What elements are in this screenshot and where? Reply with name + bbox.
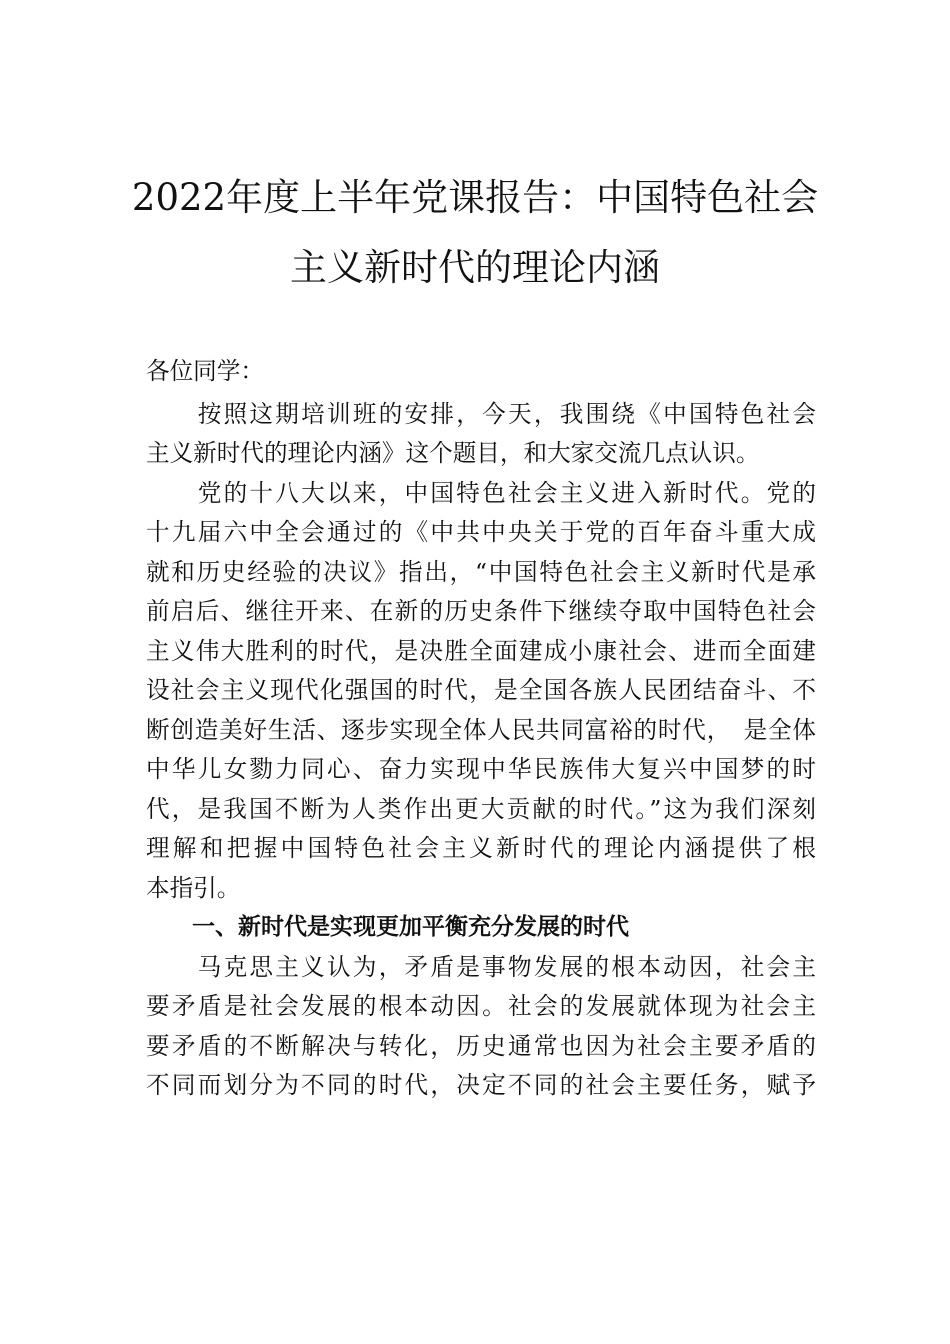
paragraph-3-line-1: 马克思主义认为，矛盾是事物发展的根本动因，社会主 xyxy=(146,953,816,981)
paragraph-2-line-6: 设社会主义现代化强国的时代，是全国各族人民团结奋斗、不 xyxy=(146,676,816,704)
paragraph-2-line-9: 代，是我国不断为人类作出更大贡献的时代。”这为我们深刻 xyxy=(146,795,816,823)
salutation: 各位同学： xyxy=(146,357,264,385)
paragraph-2-line-11: 本指引。 xyxy=(146,874,241,902)
document-title-line-1: 2022年度上半年党课报告：中国特色社会 xyxy=(131,176,819,219)
document-title-line-2: 主义新时代的理论内涵 xyxy=(290,246,660,289)
paragraph-3-line-4: 不同而划分为不同的时代，决定不同的社会主要任务，赋予 xyxy=(146,1071,816,1099)
paragraph-3-line-3: 要矛盾的不断解决与转化，历史通常也因为社会主要矛盾的 xyxy=(146,1032,816,1060)
paragraph-1-line-2: 主义新时代的理论内涵》这个题目，和大家交流几点认识。 xyxy=(146,439,760,467)
paragraph-2-line-7: 断创造美好生活、逐步实现全体人民共同富裕的时代， 是全体 xyxy=(146,716,816,744)
paragraph-3-line-2: 要矛盾是社会发展的根本动因。社会的发展就体现为社会主 xyxy=(146,992,816,1020)
paragraph-2-line-3: 就和历史经验的决议》指出，“中国特色社会主义新时代是承 xyxy=(146,558,816,586)
paragraph-2-line-5: 主义伟大胜利的时代，是决胜全面建成小康社会、进而全面建 xyxy=(146,637,816,665)
paragraph-2-line-2: 十九届六中全会通过的《中共中央关于党的百年奋斗重大成 xyxy=(146,518,816,546)
paragraph-2-line-8: 中华儿女勠力同心、奋力实现中华民族伟大复兴中国梦的时 xyxy=(146,755,816,783)
paragraph-2-line-10: 理解和把握中国特色社会主义新时代的理论内涵提供了根 xyxy=(146,834,816,862)
section-heading-1: 一、新时代是实现更加平衡充分发展的时代 xyxy=(146,914,629,940)
paragraph-2-line-4: 前启后、继往开来、在新的历史条件下继续夺取中国特色社会 xyxy=(146,597,816,625)
paragraph-1-line-1: 按照这期培训班的安排，今天，我围绕《中国特色社会 xyxy=(146,400,816,428)
paragraph-2-line-1: 党的十八大以来，中国特色社会主义进入新时代。党的 xyxy=(146,479,816,507)
